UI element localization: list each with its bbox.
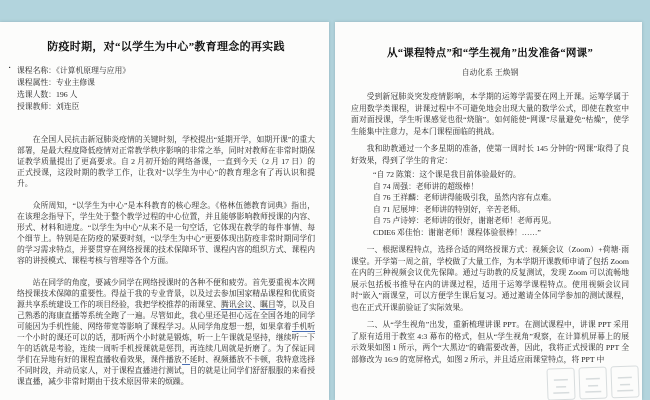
watermark-seal-icon	[610, 365, 639, 398]
paragraph: 受到新冠肺炎突发疫情影响，本学期的运筹学需要在网上开课。运筹学属于应用数学类课程，讲课过程中不可避免地会出现大量的数学公式，即使在教室中面对面授课，学生听课感觉也很“烧脑”。如何能使“网课”尽量避免“枯燥”，使学生能集中注意力，是本门课程面临的挑战。	[351, 92, 629, 136]
course-meta	[17, 65, 315, 113]
quote-line: 自 76 王祥麟：老师讲得能吸引我，虽然内容有点难。	[373, 193, 557, 202]
document-page-left	[0, 22, 329, 400]
course-type-line: 课程属性：专业主修课	[17, 78, 95, 87]
paragraph: 站在同学的角度，要减少同学在网络授课时的各种不便和疲劳。首先要重视本次网络授课技术保障的重要性。得益于我的专业背景，以及过去参加国家精品课程和优质资源共享系统建设工作的项目经验，我把学校推荐的雨课堂、腾讯会议、瞩目等，以及自己熟悉的海康直播等系统全跑了一遍。尽管如此，我心里还是担心远在全国各地的同学可能因为手机性能、网络带宽等影响了课程学习。从同学角度想一想，如果拿着手机听一个小时的课还可以的话，那听两个小时就是锻炼，听一上午课就是坚持，继续听一下午的话就是考验，连续一周听手机授课就是惩罚，再连续几周就是折磨了。为了保证同学们在异地有好的课程直播收看效果，课件播放不延时、视频播放不卡顿，我特意选择不同时段，并动员家人，对于课程直播进行测试，目的就是让同学们舒舒服服的来看授课直播，减少非常时期由于技术原因带来的烦躁。	[17, 278, 316, 386]
quote-line: CDIE6 邓佳怡：谢谢老师！课程体验很棒！……”	[373, 227, 541, 237]
quote-line: 自 74 周强：老师讲的超级棒！	[373, 181, 479, 191]
paragraph: 一、根据课程特点，选择合适的网络授课方式：视频会议（Zoom）+荷塘·雨课堂。开学第一周之前，学校做了大量工作，为本学期开课教师申请了包括 Zoom 在内的三种视频会议优先保障。通过与助教的反复测试，发现 Zoom 可以流畅地展示包括板书推导在内的讲课过程，适用于运筹学课程特点。使用视频会议同时“嵌入”雨课堂，可以方便学生课后复习。通过邀请全体同学参加的测试课程，也在正式开课前验证了实际效果。	[351, 245, 629, 312]
watermark-seal-icon	[546, 368, 575, 400]
quote-line: 自 71 尼展坤：老师讲的特别好，辛苦老师。	[373, 204, 526, 214]
document-page-right	[335, 22, 642, 400]
student-feedback-quotes	[373, 169, 629, 238]
left-page-title: 防疫时期，对“以学生为中心”教育理念的再实践	[47, 41, 285, 53]
right-page-title: 从“课程特点”和“学生视角”出发准备“网课”	[386, 48, 594, 59]
watermark-stamp	[546, 365, 639, 400]
paragraph: 我和助教通过一个多星期的准备，使第一周时长 145 分钟的“网课”取得了良好效果，得到了学生的肯定：	[351, 144, 629, 165]
course-name-line: 课程名称：《计算机原理与应用》	[17, 66, 131, 75]
instructor-line: 授课教师：刘连臣	[17, 102, 80, 111]
quote-line: “自 72 陈策：这个课是我目前体验最好的。	[373, 170, 521, 179]
paragraph: 二、从“学生视角”出发，重新梳理讲课 PPT。在测试课程中，讲课 PPT 采用了原有适用于教室 4:3 幕布的格式，但从“学生视角”观察，在计算机屏幕上的展示效果如图 1 所示，两个“大黑边”的确需要改善，因此，我将正式授课的 PPT 全部修改为 16:9 的宽屏格式，如图 2 所示，并且适应雨课堂特点，将 PPT 中	[351, 320, 629, 364]
quote-line: 自 75 卢诗婷：老师讲的很好，谢谢老师！老师再见。	[373, 216, 557, 225]
paragraph: 众所周知，“以学生为中心”是本科教育的核心理念。《格林伍德教育词典》指出，在该理念指导下，学生处于整个教学过程的中心位置，并且能够影响教师授课的内容、形式、材料和进度。“以学生为中心”从来不是一句空话，它体现在教学的每件事情、每个细节上。特别是在防疫的紧要时刻，“以学生为中心”更要体现出防疫非常时期同学们的学习需求特点，并要贯穿在网络授课的技术保障环节、课程内容的组织方式、课程内容的讲授模式、课程考核与管理等各个方面。	[17, 201, 315, 265]
enrollment-line: 选课人数：196 人	[17, 90, 78, 99]
author-byline: 自动化系 王焕钢	[461, 68, 519, 77]
list-bullet: ·	[8, 63, 12, 74]
watermark-seal-icon	[578, 367, 607, 400]
paragraph: 在全国人民抗击新冠肺炎疫情的关键时刻，学校提出“延期开学，如期开课”的重大部署，是最大程度降低疫情对正常教学秩序影响的非常之举，同时对教师在非常时期保证教学质量提出了更高要求。自 2 月初开始的网络备课，一直到今天（2 月 17 日）的正式授课，这段时期的教学工作，让我对“以学生为中心”的教育理念有了再认识和提升。	[17, 135, 315, 188]
